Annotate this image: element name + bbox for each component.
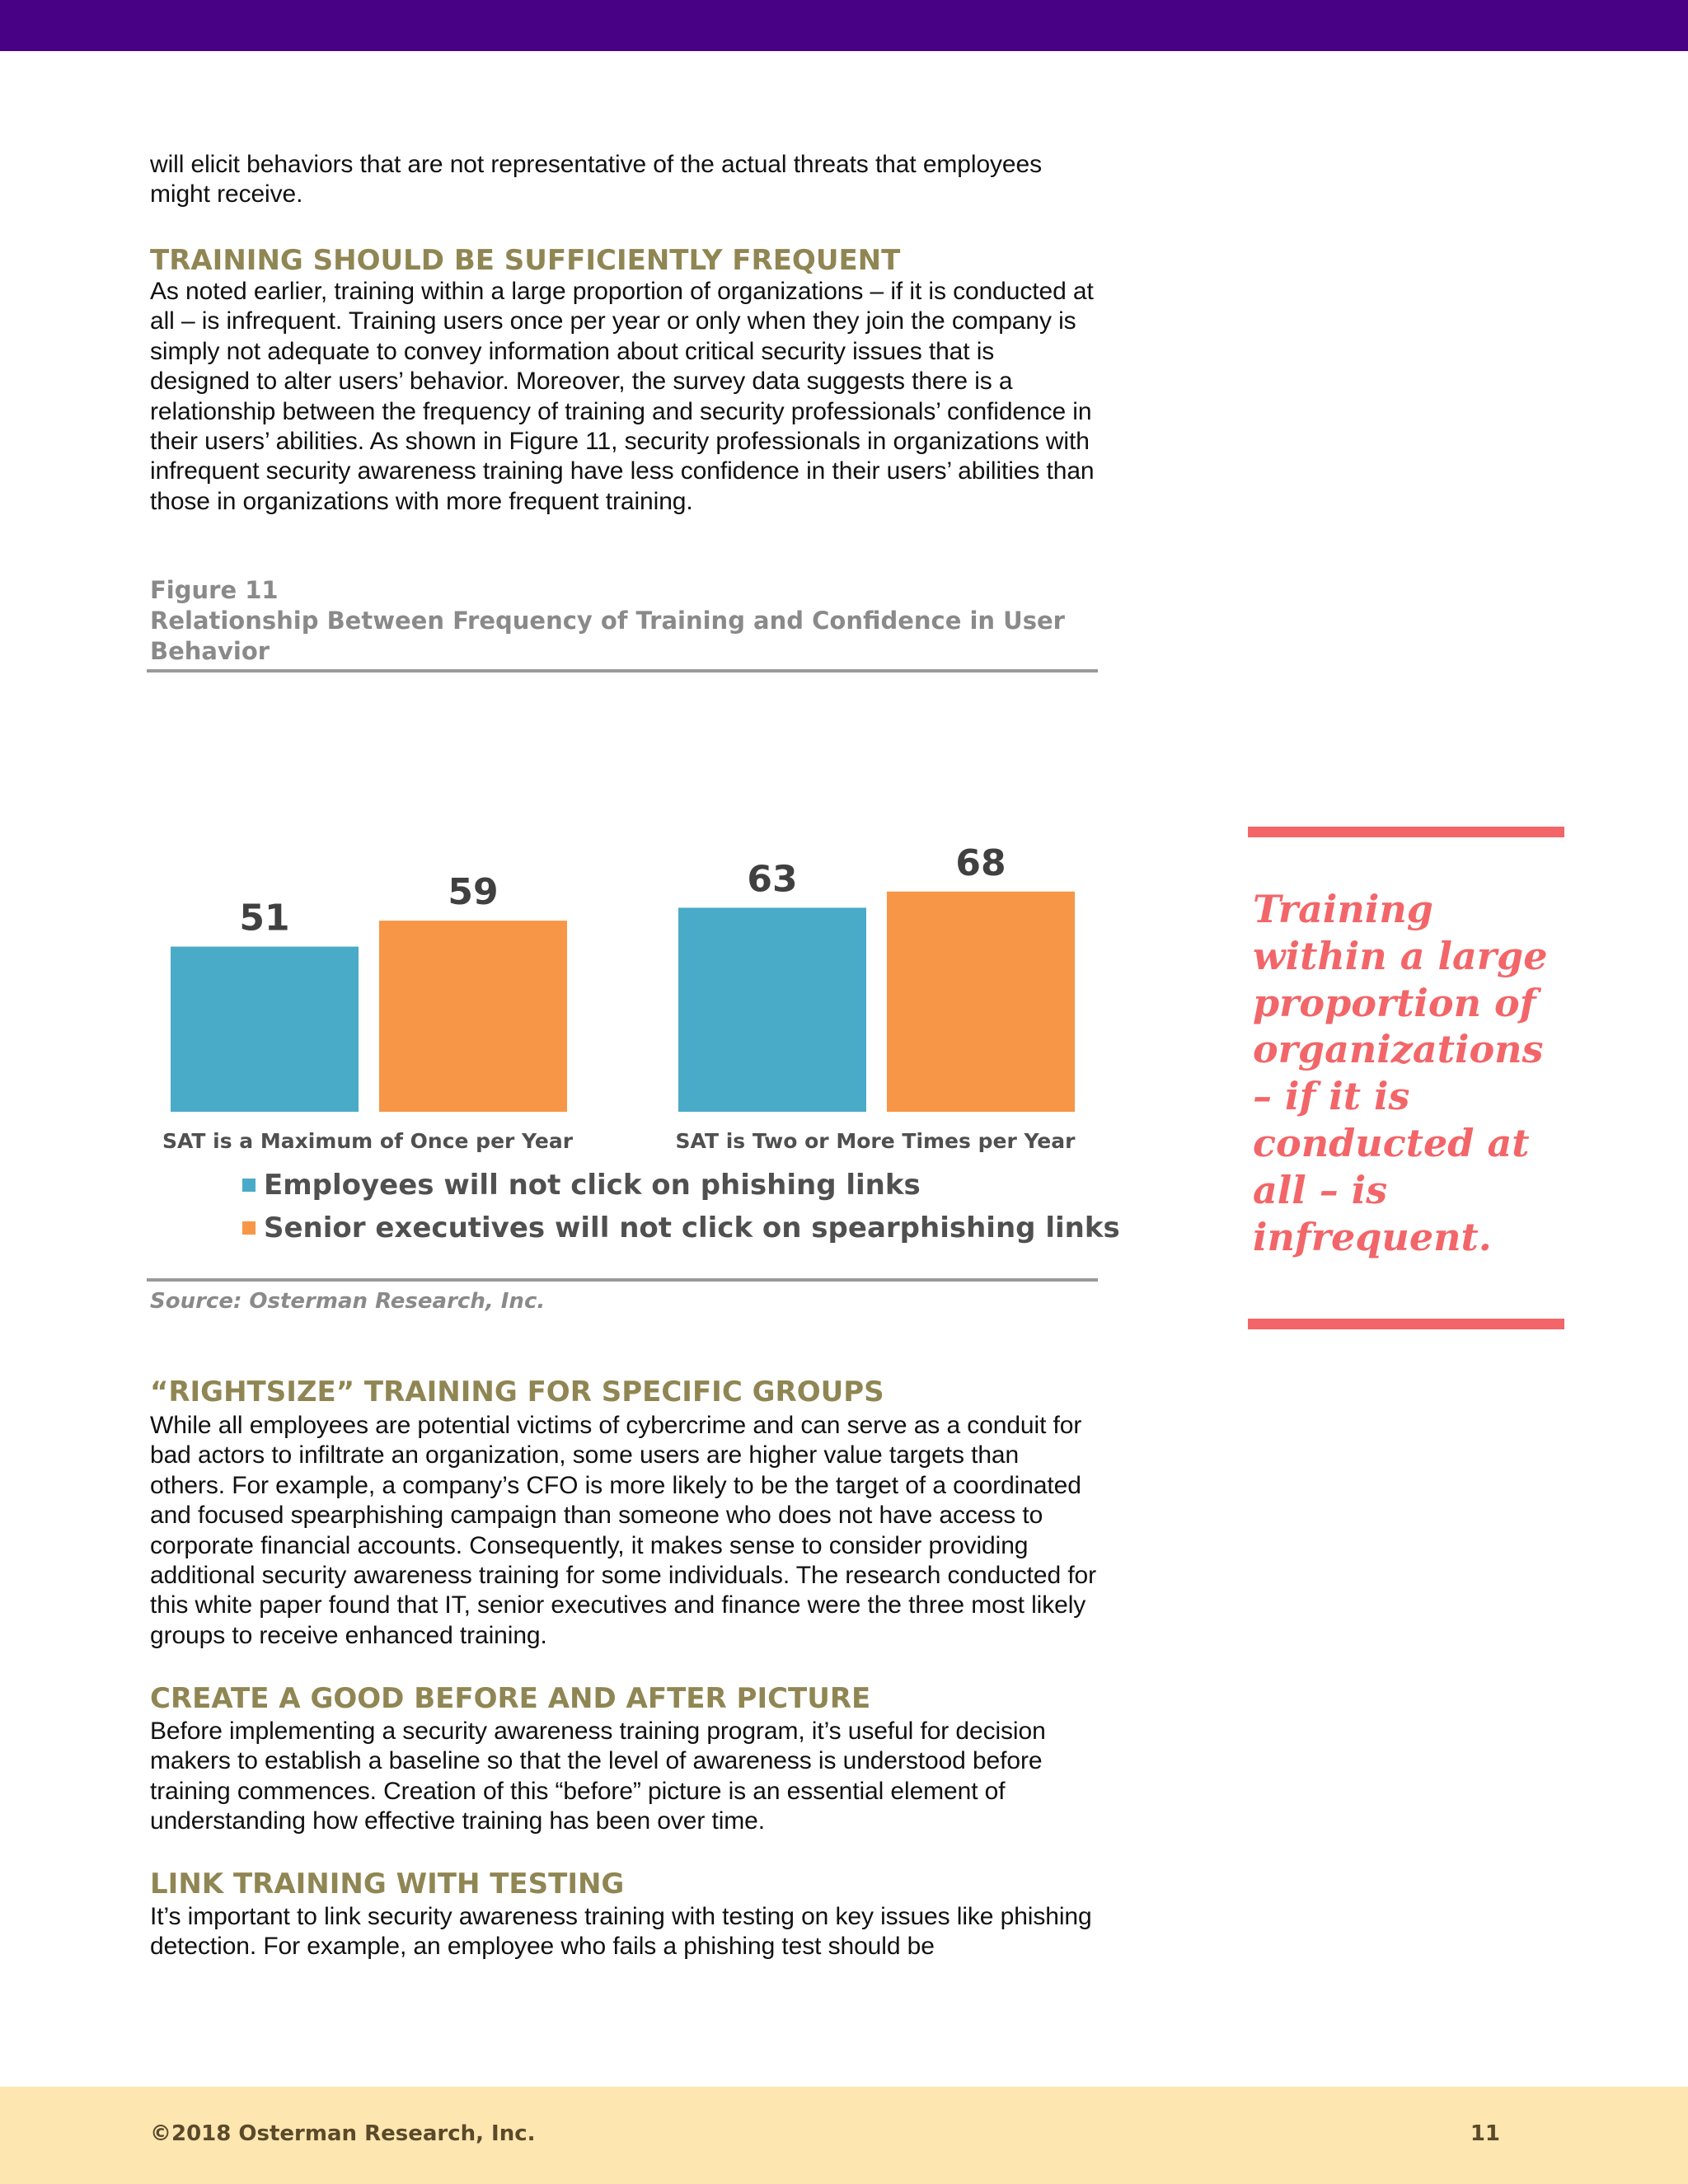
section-heading-testing: LINK TRAINING WITH TESTING	[150, 1868, 625, 1900]
legend-item-executives	[242, 1212, 1120, 1244]
section-heading-before-after: CREATE A GOOD BEFORE AND AFTER PICTURE	[150, 1682, 871, 1715]
data-label-s1-c1: 68	[955, 841, 1006, 884]
section-body-testing: It’s important to link security awareness training with testing on key issues like phishing detection. For example, an employee who fails a phishing test should be	[150, 1903, 1092, 1961]
footer-copyright: ©2018 Osterman Research, Inc.	[150, 2121, 536, 2146]
data-label-s0-c1: 63	[747, 858, 798, 901]
pull-quote-bottom-rule	[1248, 1319, 1564, 1329]
figure-source: Source: Osterman Research, Inc.	[150, 1289, 546, 1314]
bar-s1-c1	[887, 892, 1075, 1112]
figure-bottom-rule	[147, 1278, 1098, 1282]
pull-quote-top-rule	[1248, 827, 1564, 837]
data-label-s1-c0: 59	[448, 871, 499, 914]
bar-s0-c1	[678, 907, 866, 1112]
category-label-1: SAT is Two or More Times per Year	[675, 1129, 1076, 1153]
legend-swatch-executives	[242, 1221, 256, 1235]
intro-paragraph: will elicit behaviors that are not representative of the actual threats that employees might receive.	[150, 151, 1042, 209]
data-label-s0-c0: 51	[239, 897, 290, 940]
legend-label-executives: Senior executives will not click on spearphishing links	[264, 1212, 1120, 1244]
section-body-frequency: As noted earlier, training within a large proportion of organizations – if it is conducted at all – is infrequent. Training users once per year or only when they join the company is simply not adequate to convey information about critical security issues that is designed to alter users’ behavior. Moreover, the survey data suggests there is a relationship between the frequency of training and security professionals’ confidence in their users’ abilities. As shown in Figure 11, security professionals in organizations with infrequent security awareness training have less confidence in their users’ abilities than those in organizations with more frequent training.	[150, 278, 1095, 515]
pull-quote: Training within a large proportion of organizations – if it is conducted at all – is infrequent.	[1253, 887, 1548, 1259]
bar-s1-c0	[379, 921, 567, 1112]
legend-item-employees	[242, 1169, 921, 1202]
bar-s0-c0	[171, 947, 359, 1112]
figure-number: Figure 11	[150, 576, 279, 604]
category-label-0: SAT is a Maximum of Once per Year	[162, 1129, 574, 1153]
page-number: 11	[1470, 2121, 1500, 2146]
section-body-rightsize: While all employees are potential victims of cybercrime and can serve as a conduit for bad actors to infiltrate an organization, some users are higher value targets than others. For example, a company’s CFO is more likely to be the target of a coordinated and focused spearphishing campaign than someone who does not have access to corporate financial accounts. Consequently, it makes sense to consider providing additional security awareness training for some individuals. The research conducted for this white paper found that IT, senior executives and finance were the three most likely groups to receive enhanced training.	[150, 1412, 1097, 1649]
legend-label-employees: Employees will not click on phishing links	[264, 1169, 921, 1202]
section-body-before-after: Before implementing a security awareness training program, it’s useful for decision makers to establish a baseline so that the level of awareness is understood before training commences. Creation of this “before” picture is an essential element of understanding how effective training has been over time.	[150, 1718, 1046, 1835]
section-heading-frequency: TRAINING SHOULD BE SUFFICIENTLY FREQUENT	[150, 244, 901, 277]
legend-swatch-employees	[242, 1179, 256, 1192]
figure-title: Relationship Between Frequency of Training and Confidence in User Behavior	[150, 607, 1065, 665]
section-heading-rightsize: “RIGHTSIZE” TRAINING FOR SPECIFIC GROUPS	[150, 1376, 884, 1408]
